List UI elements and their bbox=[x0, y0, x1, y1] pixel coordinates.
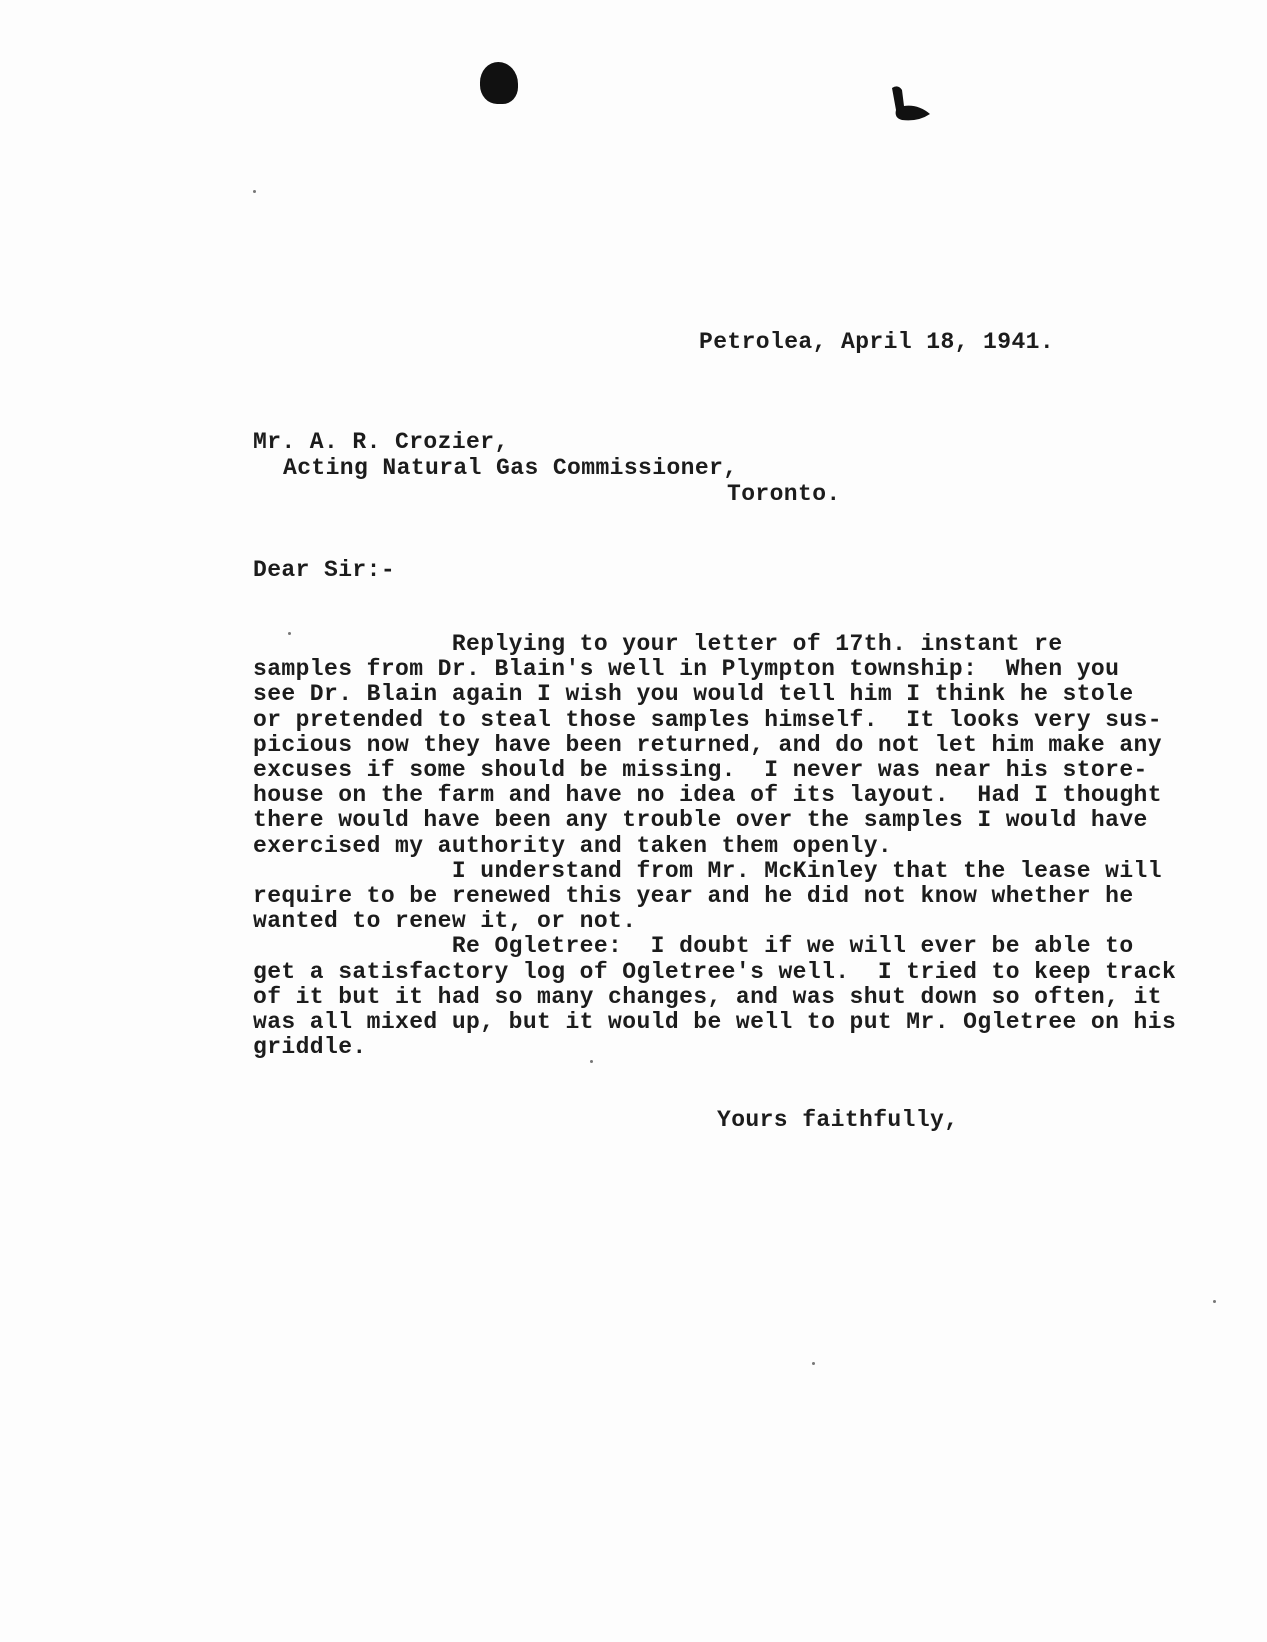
body-line: I understand from Mr. McKinley that the lease will bbox=[253, 857, 1162, 884]
recipient-title: Acting Natural Gas Commissioner, bbox=[283, 455, 738, 481]
paper-speck bbox=[812, 1362, 815, 1365]
body-line: wanted to renew it, or not. bbox=[253, 908, 637, 935]
body-line: was all mixed up, but it would be well to put Mr. Ogletree on his bbox=[253, 1009, 1177, 1036]
recipient-city: Toronto. bbox=[727, 481, 841, 507]
body-line: require to be renewed this year and he did not know whether he bbox=[253, 883, 1134, 910]
letter-dateline: Petrolea, April 18, 1941. bbox=[699, 329, 1055, 355]
body-line: of it but it had so many changes, and was shut down so often, it bbox=[253, 983, 1162, 1010]
body-line: there would have been any trouble over the samples I would have bbox=[253, 807, 1148, 834]
body-line: samples from Dr. Blain's well in Plympton township: When you bbox=[253, 656, 1120, 683]
body-line: griddle. bbox=[253, 1034, 367, 1061]
recipient-name: Mr. A. R. Crozier, bbox=[253, 429, 509, 455]
letter-body bbox=[253, 632, 1243, 1060]
complimentary-close: Yours faithfully, bbox=[717, 1107, 959, 1133]
body-line: Re Ogletree: I doubt if we will ever be able to bbox=[253, 933, 1134, 960]
body-line: get a satisfactory log of Ogletree's well. I tried to keep track bbox=[253, 958, 1177, 985]
paper-speck bbox=[253, 190, 256, 193]
ink-blot-right bbox=[888, 84, 928, 110]
body-line: house on the farm and have no idea of its layout. Had I thought bbox=[253, 782, 1162, 809]
body-line: or pretended to steal those samples himself. It looks very sus- bbox=[253, 706, 1162, 733]
body-line: see Dr. Blain again I wish you would tell him I think he stole bbox=[253, 681, 1134, 708]
body-line: excuses if some should be missing. I never was near his store- bbox=[253, 757, 1148, 784]
body-line: Replying to your letter of 17th. instant re bbox=[253, 631, 1063, 657]
ink-blot-left bbox=[480, 62, 518, 104]
body-line: exercised my authority and taken them openly. bbox=[253, 832, 893, 859]
paper-speck bbox=[1213, 1300, 1216, 1303]
salutation: Dear Sir:- bbox=[253, 557, 396, 583]
body-line: picious now they have been returned, and do not let him make any bbox=[253, 731, 1162, 758]
